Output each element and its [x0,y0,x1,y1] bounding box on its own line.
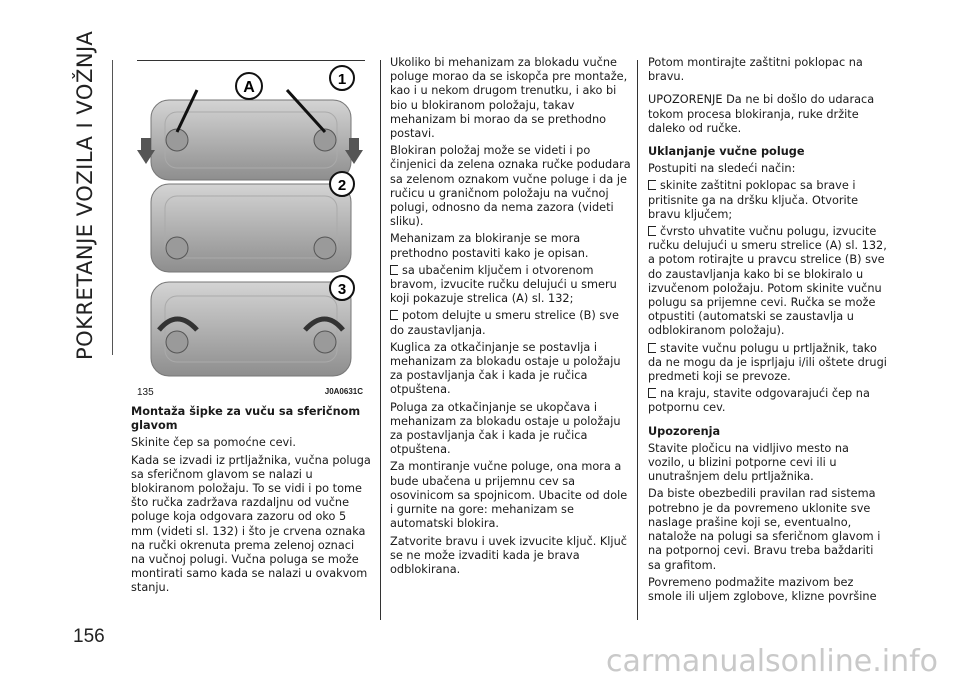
paragraph: Postupiti na sledeći način: [648,162,796,176]
paragraph: Stavite pločicu na vidljivo mesto na vozilo, u blizini potporne cevi ili u unutrašnjem delu prtljažnika. [648,441,849,484]
bullet-item: na kraju, stavite odgovarajući čep na potpornu cev. [648,387,870,415]
watermark: carmanualsonline.info [606,644,938,679]
svg-text:3: 3 [337,281,347,298]
paragraph: Zatvorite bravu i uvek izvucite ključ. Ključ se ne može izvaditi kada je brava odblokirana. [390,534,627,576]
figure-number: 135 [137,387,154,398]
page-number: 156 [73,626,105,647]
paragraph: Povremeno podmažite mazivom bez smole ili uljem zglobove, klizne površine [648,575,877,603]
handle-panel-2 [151,184,351,272]
paragraph: Potom montirajte zaštitni poklopac na bravu. [648,56,863,84]
side-divider [112,60,113,355]
svg-text:2: 2 [337,177,347,194]
column-1 [131,405,371,599]
figure-illustration [137,60,365,385]
callout-A-label: A [243,79,255,96]
paragraph: Kada se izvadi iz prtljažnika, vučna poluga sa sferičnom glavom se nalazi u blokiranom položaju. To se vidi i po tome što ručka zadržava razdaljnu od vučne poluge koja odgovara zazoru od oko 5 mm (videti sl. 132) i što je crvena oznaka na ručki okrenuta prema zelenoj oznaci na vučnoj polugi. Vučna poluga se može montirati samo kada se nalazi u ovakvom stanju. [131,453,371,595]
bullet-icon [648,180,656,190]
paragraph: Da biste obezbedili pravilan rad sistema potrebno je da povremeno uklonite sve naslage prašine koji se, eventualno, natalože na polugi sa sferičnom glavom i na potpornoj cevi. Bravu treba baždariti sa grafitom. [648,487,881,572]
callout-A [236,73,262,99]
warning-paragraph: UPOZORENJE Da ne bi došlo do udaraca tokom procesa blokiranja, ruke držite daleko od ručke. [648,93,875,135]
figure-135 [137,60,365,397]
bullet-icon [648,388,656,398]
bullet-item: sa ubačenim ključem i otvorenom bravom, izvucite ručku delujući u smeru koji pokazuje strelica (A) sl. 132; [390,263,617,306]
bullet-item: potom delujte u smeru strelice (B) sve do zaustavljanja. [390,309,619,337]
column-3 [648,56,888,607]
bullet-item: stavite vučnu polugu u prtljažnik, tako da ne mogu da je isprljaju i/ili oštete drugi predmeti koji se prevoze. [648,341,887,384]
column-divider [637,60,638,620]
section-heading-mounting: Montaža šipke za vuču sa sferičnom glavom [131,405,361,433]
callout-2 [330,172,354,196]
bullet-icon [648,343,656,353]
bullet-icon [390,265,398,275]
paragraph: Za montiranje vučne poluge, ona mora a bude ubačena u prijemnu cev sa osovinicom sa spojnicom. Ubacite od dole i gurnite na gore: mehanizam se automatski blokira. [390,460,628,531]
column-divider [380,60,381,620]
column-2 [390,56,633,580]
handle-panel-1 [137,90,363,180]
bullet-item: čvrsto uhvatite vučnu polugu, izvucite ručku delujući u smeru strelice (A) sl. 132, a potom rotirajte u pravcu strelice (B) sve do zaustavljanja kako bi se blokiralo u izvučenom položaju. Potom skinite vučnu polugu sa prijemne cevi. Ručka se može otpustiti (automatski se zaustavlja u odblokiranom položaju). [648,225,887,338]
figure-code: J0A0631C [324,387,363,396]
handle-panel-3 [151,282,351,376]
paragraph: Kuglica za otkačinjanje se postavlja i mehanizam za blokadu ostaje u položaju za postavljanja čak i kada je ručica otpuštena. [390,340,621,397]
callout-1 [330,66,354,90]
paragraph: Blokiran položaj može se videti i po činjenici da zelena oznaka ručke podudara sa zelenom oznakom vučne poluge i da je ručicu u graničnom položaju na vučnoj polugi, odnosno da nema zazora (videti sliku). [390,144,631,229]
paragraph: Mehanizam za blokiranje se mora prethodno postaviti kako je opisan. [390,232,589,260]
paragraph: Skinite čep sa pomoćne cevi. [131,436,296,450]
callout-3 [330,276,354,300]
bullet-item: skinite zaštitni poklopac sa brave i pritisnite ga na dršku ključa. Otvorite bravu ključem; [648,179,859,221]
section-heading-removal: Uklanjanje vučne poluge [648,145,805,159]
paragraph: Poluga za otkačinjanje se ukopčava i mehanizam za blokadu ostaje u položaju za postavljanja čak i kada je ručica otpuštena. [390,400,621,457]
paragraph: Ukoliko bi mehanizam za blokadu vučne poluge morao da se iskopča pre montaže, kao i u nekom drugom trenutku, i ako bi bio u blokiranom položaju, takav mehanizam bi morao da se prethodno postavi. [390,56,628,141]
bullet-icon [390,310,398,320]
section-heading-warnings: Upozorenja [648,424,721,438]
svg-text:1: 1 [337,71,347,88]
bullet-icon [648,226,656,236]
chapter-side-title: POKRETANJE VOZILA I VOŽNJA [73,30,97,360]
